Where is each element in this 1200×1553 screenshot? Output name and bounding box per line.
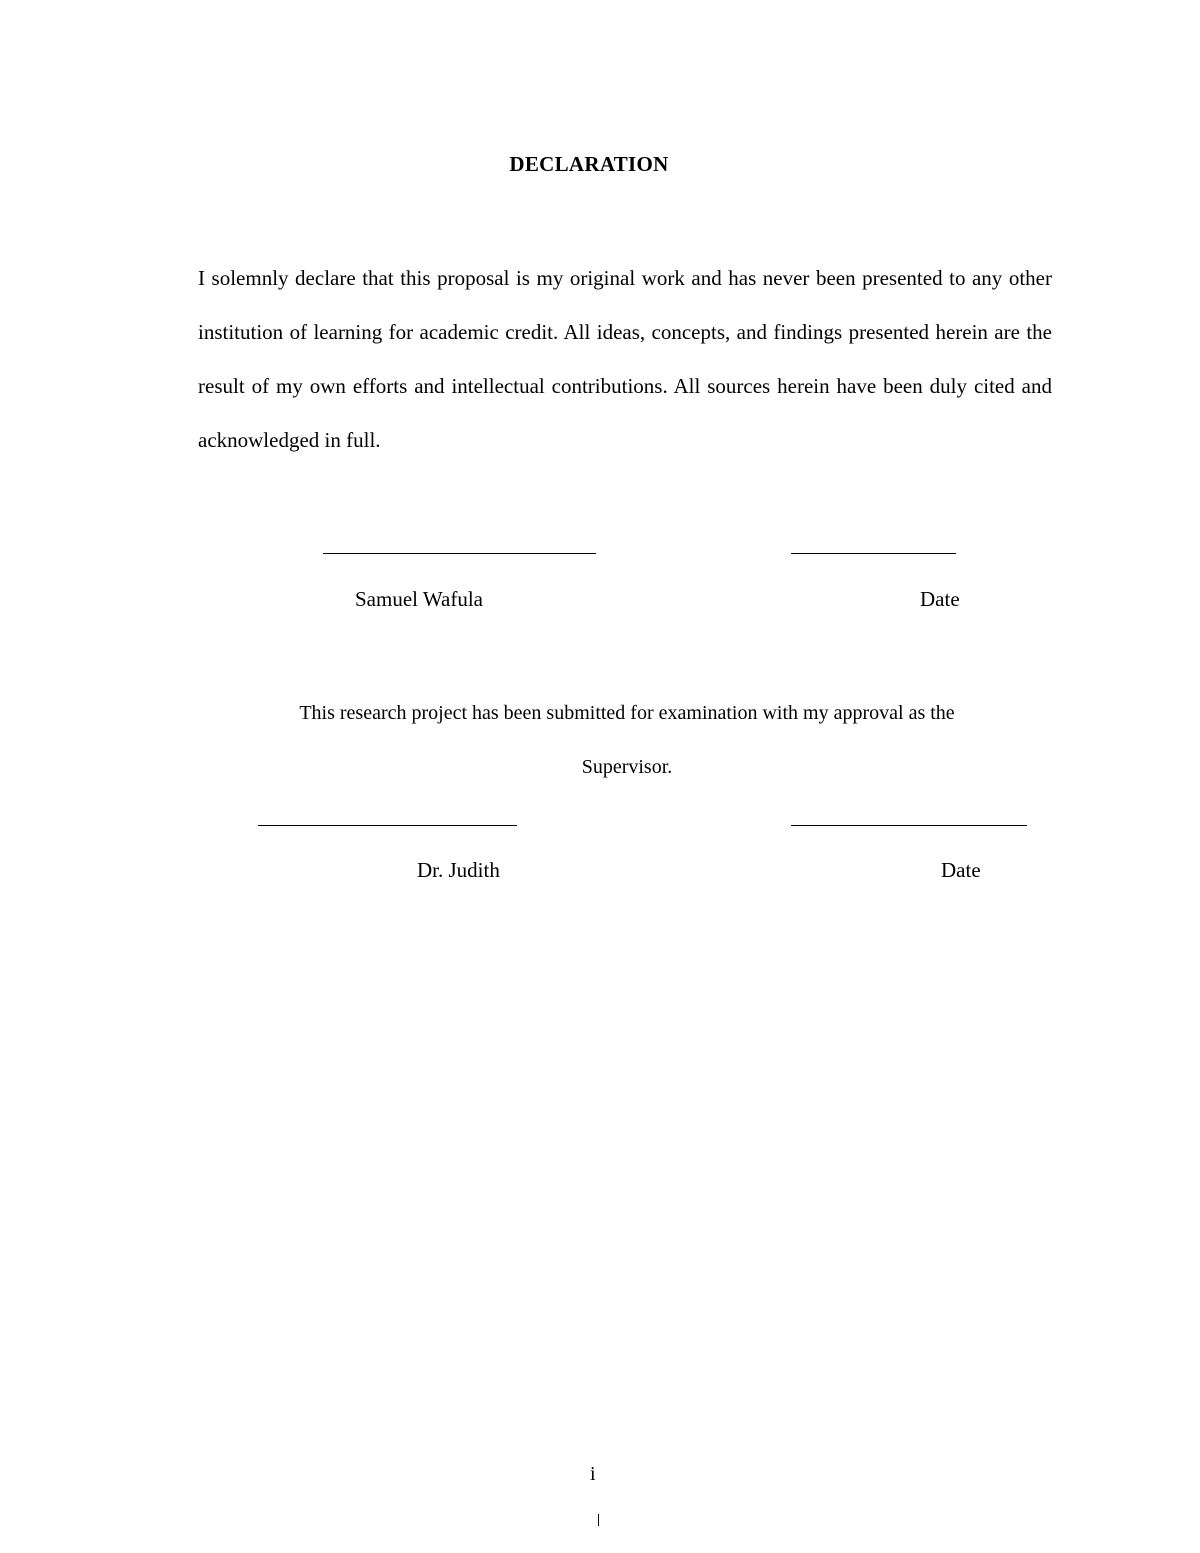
supervisor-signature-line xyxy=(258,825,517,826)
supervisor-approval-text xyxy=(0,686,1200,794)
page-number: i xyxy=(590,1463,596,1485)
page-title: DECLARATION xyxy=(509,152,669,176)
supervisor-name: Dr. Judith xyxy=(417,858,500,882)
footer-mark xyxy=(598,1514,599,1526)
student-name: Samuel Wafula xyxy=(355,587,483,611)
student-date-label: Date xyxy=(920,587,960,611)
student-date-line xyxy=(791,553,956,554)
student-signature-line xyxy=(323,553,596,554)
supervisor-date-line xyxy=(791,825,1027,826)
approval-text-line-1: This research project has been submitted for examination with my approval as the xyxy=(299,702,955,724)
declaration-paragraph: I solemnly declare that this proposal is my original work and has never been presented to any other institution of learning for academic credit. All ideas, concepts, and findings presented herein are the result of my own efforts and intellectual contributions. All sources herein have been duly cited and acknowledged in full. xyxy=(198,266,1052,452)
supervisor-date-label: Date xyxy=(941,858,981,882)
approval-text-line-2: Supervisor. xyxy=(581,756,673,778)
